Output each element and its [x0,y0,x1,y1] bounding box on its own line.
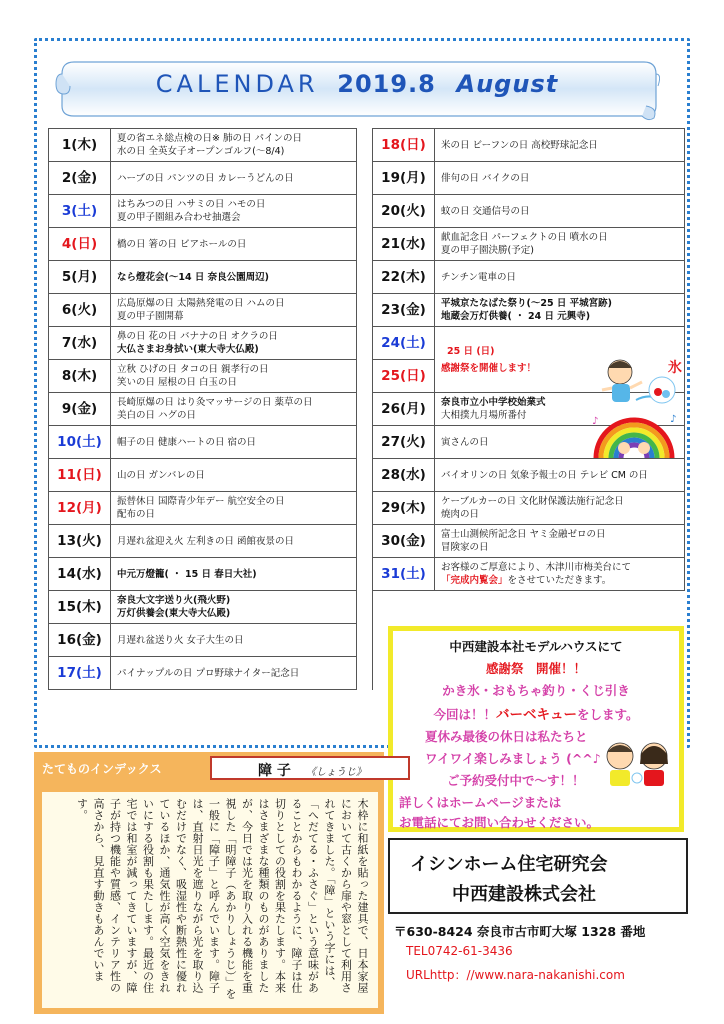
event-line: 夏の甲子園決勝(予定) [441,245,534,256]
events-cell [435,558,685,591]
events-cell [435,129,685,162]
event-line: 俳句の日 バイクの日 [441,172,530,184]
day-cell: 12(月) [49,492,111,525]
event-line: ハーブの日 パンツの日 カレーうどんの日 [117,172,294,184]
index-heading: たてものインデックス [42,762,162,776]
day31-line1: お客様のご厚意により、木津川市梅美台にて [441,562,632,573]
events-cell [111,624,357,657]
company-name-box [388,838,688,914]
notice-line-3: かき氷・おもちゃ釣り・くじ引き [442,683,630,698]
day-cell: 25(日) [373,360,435,393]
events-cell [111,525,357,558]
event-line: 笑いの日 屋根の日 白玉の日 [117,377,238,388]
column-gap [357,426,373,459]
events-cell [111,459,357,492]
notice-bbq: バーベキュー [496,707,577,723]
event-line: 夏の甲子園開幕 [117,311,184,322]
event-notice-box [388,626,684,832]
day-cell: 1(木) [49,129,111,162]
day-cell: 23(金) [373,294,435,327]
notice-line-4c: をします。 [577,707,639,722]
day-cell: 11(日) [49,459,111,492]
event-line: なら燈花会(～14 日 奈良公園周辺) [117,271,270,283]
events-cell [435,459,685,492]
calendar-row [49,261,685,294]
event-line: 富士山測候所記念日 ヤミ金融ゼロの日 [441,529,606,540]
events-cell [111,591,357,624]
calendar-row [49,492,685,525]
events-cell [111,492,357,525]
column-gap [357,657,373,690]
calendar-row [49,195,685,228]
event-line: 月遅れ盆迎え火 左利きの日 函館夜景の日 [117,535,295,547]
events-cell [435,294,685,327]
day-cell: 7(水) [49,327,111,360]
building-index-panel [34,752,384,1014]
notice-line-9: お電話にてお問い合わせください。 [399,815,600,830]
day-cell: 2(金) [49,162,111,195]
events-cell [435,492,685,525]
kids-eating-illustration [596,734,680,790]
column-gap [357,624,373,657]
column-gap [357,591,373,624]
calendar-row [49,459,685,492]
event-line: 大仏さまお身拭い(東大寺大仏殿) [117,344,259,355]
notice-line-5: 夏休み最後の休日は私たちと [425,729,588,744]
calendar-table [48,128,685,690]
calendar-title [54,70,660,98]
event-line: 大相撲九月場所番付 [441,410,527,421]
kids-summer-illustration [596,352,688,414]
svg-text:♪: ♪ [592,416,599,427]
notice-line-4a: 今回は！！ [433,707,496,722]
day31-rest: をさせていただきます。 [507,575,612,586]
column-gap [357,129,373,162]
event-line: 米の日 ビーフンの日 高校野球記念日 [441,139,598,151]
column-gap [357,492,373,525]
event-line: 献血記念日 パーフェクトの日 噴水の日 [441,232,608,243]
day-cell: 28(水) [373,459,435,492]
event-line: 橋の日 箸の日 ビアホールの日 [117,238,247,250]
events-cell [111,261,357,294]
calendar-row [49,558,685,591]
notice-line-2: 感謝祭 開催！！ [485,661,586,676]
day-cell: 18(日) [373,129,435,162]
event-line: 奈良市立小中学校始業式 [441,397,546,408]
events-cell [111,129,357,162]
events-cell [111,162,357,195]
index-body-text: 木枠に和紙を貼った建具で、日本家屋において古くから扉や窓として利用されてきました。「障」という字には、「へだてる・ふさぐ」という意味があることからもわかるように、障子は仕切りとしての役割を果たします。本来はさまざまな種類のものがありましたが、今日では光を取り入れる機能を重視した「明障子（あかりしょうじ）」を一般に「障子」と呼んでいます。障子は、直射日光を遮りながら光を取り込むだけでなく、吸湿性や断熱性に優れているほか、通気性が高く空気をきれいにする役割も果たします。最近の住宅では和室が減ってきていますが、障子が持つ機能や質感、インテリア性の高さから、見直す動きもあんでいます。 [42,792,378,1008]
day-cell: 22(木) [373,261,435,294]
events-cell [111,393,357,426]
day-cell: 14(水) [49,558,111,591]
events-cell [435,525,685,558]
event-line: チンチン電車の日 [441,271,517,283]
day-cell: 24(土) [373,327,435,360]
calendar-row [49,294,685,327]
events-cell [435,261,685,294]
event-line: 焼肉の日 [441,509,480,520]
event-line: 冒険家の日 [441,542,489,553]
event-line: ケーブルカーの日 文化財保護法施行記念日 [441,496,624,507]
event-line: 広島原爆の日 太陽熱発電の日 ハムの日 [117,298,285,309]
day31-highlight: 「完成内覧会」 [441,575,508,586]
company-name-1: イシンホーム住宅研究会 [410,854,608,875]
day-cell: 8(木) [49,360,111,393]
day-cell: 16(金) [49,624,111,657]
notice-line-8: 詳しくはホームページまたは [399,795,562,810]
event-line: 立秋 ひげの日 タコの日 親孝行の日 [117,364,269,375]
notice-line-7: ご予約受付中で～す！！ [447,773,585,788]
events-cell [111,327,357,360]
day-cell: 13(火) [49,525,111,558]
calendar-row [49,162,685,195]
column-gap [357,360,373,393]
title-month-name: August [456,70,559,98]
events-cell [111,294,357,327]
event-line: 長崎原爆の日 はり灸マッサージの日 薬草の日 [117,397,313,408]
event-line: 奈良大文字送り火(飛火野) [117,595,231,606]
empty-cell [373,591,685,624]
events-cell [435,228,685,261]
event-line: 配布の日 [117,509,156,520]
event-line: バイオリンの日 気象予報士の日 テレビ CM の日 [441,469,648,481]
event-line: 寅さんの日 [441,436,489,448]
day-cell: 30(金) [373,525,435,558]
notice-line-6: ワイワイ楽しみましょう (^^♪ [425,751,601,766]
day-cell: 4(日) [49,228,111,261]
column-gap [357,525,373,558]
title-year-month: 2019.8 [337,70,436,98]
day-cell: 3(土) [49,195,111,228]
day-cell: 6(火) [49,294,111,327]
column-gap [357,327,373,360]
event-line: パイナップルの日 プロ野球ナイター記念日 [117,667,300,679]
event-line: 鼻の日 花の日 バナナの日 オクラの日 [117,331,278,342]
events-cell [111,360,357,393]
column-gap [357,261,373,294]
day-cell: 31(土) [373,558,435,591]
event-line: 月遅れ盆送り火 女子大生の日 [117,634,244,646]
event-line: 帽子の日 健康ハートの日 宿の日 [117,436,257,448]
event-line: 振替休日 国際青少年デー 航空安全の日 [117,496,285,507]
column-gap [357,393,373,426]
column-gap [357,294,373,327]
index-word: 障 子 [258,763,291,779]
event-line: 地蔵会万灯供養( ・ 24 日 元興寺) [441,311,591,322]
column-gap [357,195,373,228]
event-line: 平城京たなばた祭り(～25 日 平城宮跡) [441,298,613,309]
svg-text:氷: 氷 [668,360,682,376]
event-line: 万灯供養会(東大寺大仏殿) [117,608,231,619]
day31-line2 [441,574,684,587]
index-reading: 《しょうじ》 [306,767,366,778]
day-cell: 20(火) [373,195,435,228]
events-cell [111,426,357,459]
column-gap [357,558,373,591]
index-title-box [210,756,410,780]
day-cell: 10(土) [49,426,111,459]
events-cell [435,162,685,195]
event-line: 美白の日 ハグの日 [117,410,197,421]
calendar-row [49,129,685,162]
event-line: はちみつの日 ハサミの日 ハモの日 [117,199,266,210]
company-url[interactable]: URLhttp：//www.nara-nakanishi.com [406,968,625,982]
day-cell: 27(火) [373,426,435,459]
company-name-2: 中西建設株式会社 [452,884,596,905]
day-cell: 29(木) [373,492,435,525]
calendar-row [49,591,685,624]
event-line: 蚊の日 交通信号の日 [441,205,530,217]
events-cell [111,558,357,591]
svg-text:♪: ♪ [670,414,677,425]
title-word: CALENDAR [155,70,319,98]
events-cell [111,228,357,261]
notice-line-4 [393,703,679,723]
day-cell: 19(月) [373,162,435,195]
day-cell: 17(土) [49,657,111,690]
event-line: 中元万燈籠( ・ 15 日 春日大社) [117,568,257,580]
day-cell: 9(金) [49,393,111,426]
column-gap [357,162,373,195]
event-line: 夏の省エネ総点検の日※ 肺の日 パインの日 [117,133,303,144]
calendar-row [49,525,685,558]
event-line: 水の日 全英女子オープンゴルフ(～8/4) [117,146,285,157]
day-cell: 26(月) [373,393,435,426]
column-gap [357,459,373,492]
calendar-row [49,327,685,360]
event-line: 山の日 ガンバレの日 [117,469,205,481]
event-25-title: 25 日 (日) [447,345,495,357]
day-cell: 5(月) [49,261,111,294]
company-info [388,838,688,998]
events-cell [435,195,685,228]
rainbow-kids-illustration [586,412,684,460]
calendar-row [49,228,685,261]
notice-line-1: 中西建設本社モデルハウスにて [449,639,623,654]
day-cell: 15(木) [49,591,111,624]
company-tel: TEL0742-61-3436 [406,944,513,958]
events-cell [111,657,357,690]
company-address: 〒630-8424 奈良市古市町大塚 1328 番地 [394,924,646,939]
column-gap [357,228,373,261]
events-cell [111,195,357,228]
event-line: 夏の甲子園組み合わせ抽選会 [117,212,241,223]
day-cell: 21(水) [373,228,435,261]
event-25-text: 感謝祭を開催します！ [441,362,537,374]
